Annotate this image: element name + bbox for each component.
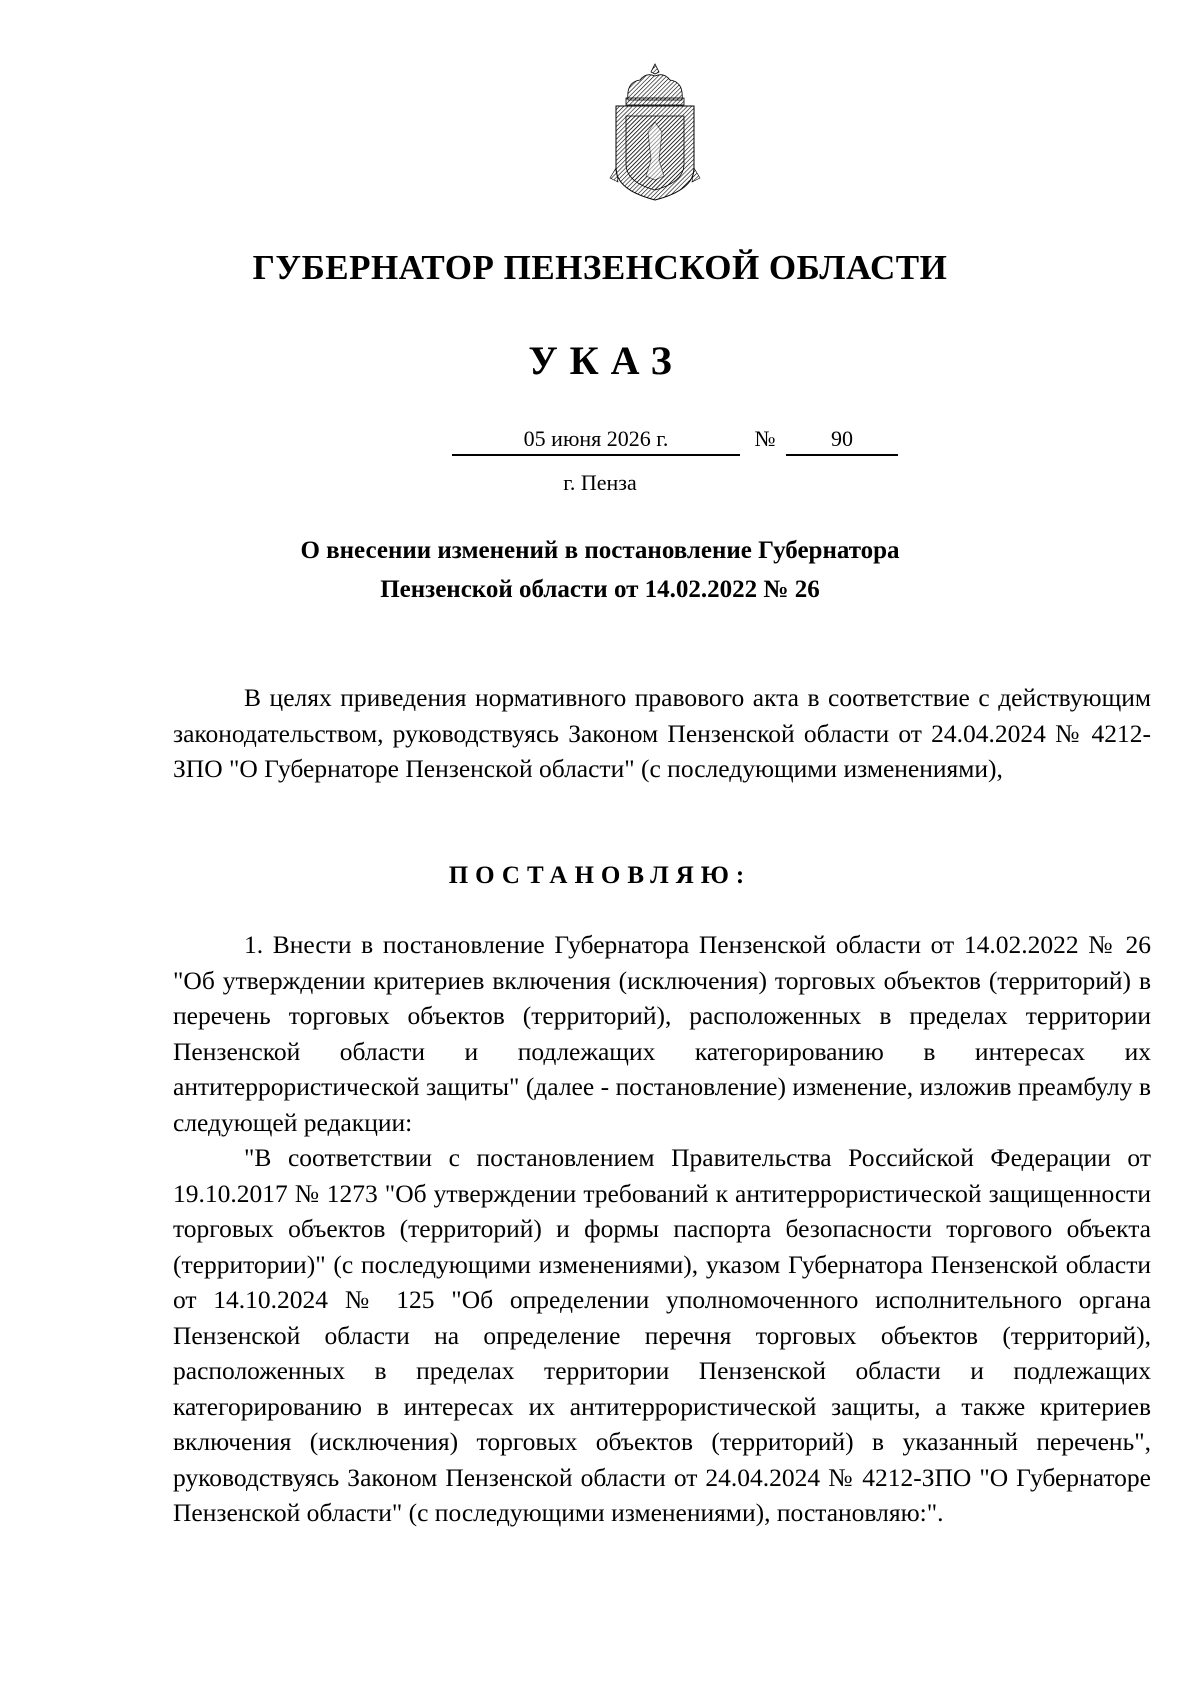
item-1-paragraph: 1. Внести в постановление Губернатора Пензенской области от 14.02.2022 № 26 "Об утверждении критериев включения (исключения) торговых объектов (территорий) в перечень торговых объектов (территорий), расположенных в пределах территории Пензенской области и подлежащих категорированию в интересах их антитеррористической защиты" (далее - постановление) изменение, изложив преамбулу в следующей редакции: [173,930,1151,1137]
decree-number: 90 [786,424,898,456]
issuer-title: ГУБЕРНАТОР ПЕНЗЕНСКОЙ ОБЛАСТИ [252,248,948,287]
city: г. Пенза [563,470,637,495]
subject-line-1: О внесении изменений в постановление Губернатора [300,537,900,564]
pensa-oblast-coat-of-arms-icon [606,60,704,210]
decree-date: 05 июня 2026 г. [452,424,740,456]
number-sign: № [754,426,776,451]
document-type: УКАЗ [528,338,684,383]
quoted-preamble-paragraph: "В соответствии с постановлением Правительства Российской Федерации от 19.10.2017 № 1273 "Об утверждении требований к антитеррористической защищенности торговых объектов (территорий) и формы паспорта безопасности торгового объекта (территории)" (с последующими изменениями), указом Губернатора Пензенской области от 14.10.2024 № 125 "Об определении уполномоченного исполнительного органа Пензенской области на определение перечня торговых объектов (территорий), расположенных в пределах территории Пензенской области и подлежащих категорированию в интересах их антитеррористической защиты, а также критериев включения (исключения) торговых объектов (территорий) в указанный перечень", руководствуясь Законом Пензенской области от 24.04.2024 № 4212-ЗПО "О Губернаторе Пензенской области" (с последующими изменениями), постановляю:". [173,1143,1151,1527]
subject-line-2: Пензенской области от 14.02.2022 № 26 [380,576,820,603]
preamble-paragraph: В целях приведения нормативного правового акта в соответствие с действующим законодательством, руководствуясь Законом Пензенской области от 24.04.2024 № 4212-ЗПО "О Губернаторе Пензенской области" (с последующими изменениями), [173,683,1151,783]
document-subject [0,531,1200,609]
decree-word: ПОСТАНОВЛЯЮ: [448,862,752,889]
